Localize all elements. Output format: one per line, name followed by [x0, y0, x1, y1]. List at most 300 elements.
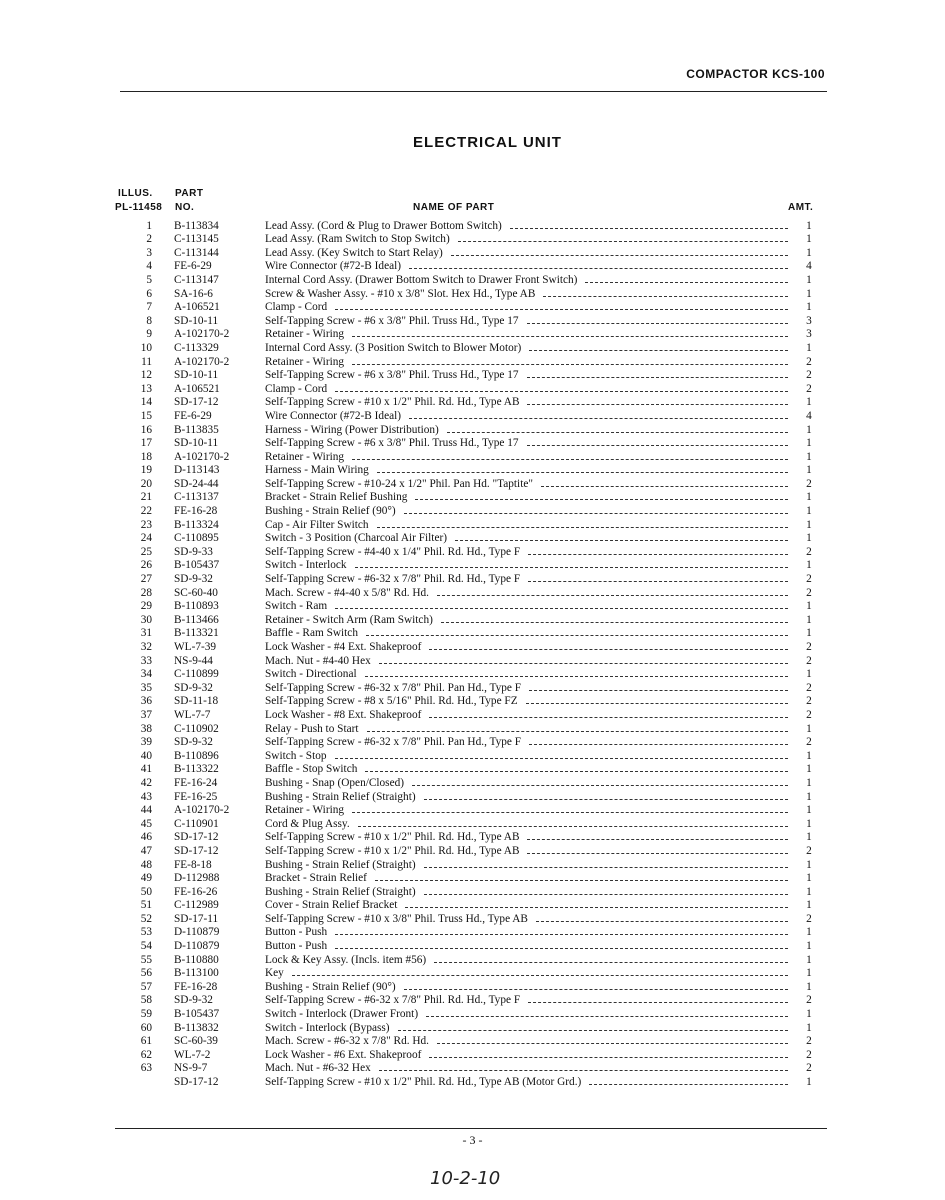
illus-number: 22	[140, 505, 152, 518]
leader-dashes	[352, 364, 788, 365]
leader-dashes	[429, 649, 788, 650]
document-title: COMPACTOR KCS-100	[686, 67, 825, 81]
table-row	[110, 980, 820, 994]
handwritten-note: 10-2-10	[430, 1168, 501, 1189]
amount: 2	[806, 1035, 812, 1048]
illus-number: 7	[146, 301, 152, 314]
illus-number: 5	[146, 273, 152, 286]
table-row	[110, 939, 820, 953]
part-name: Baffle - Ram Switch	[265, 627, 358, 640]
leader-dashes	[355, 567, 788, 568]
part-name: Switch - Stop	[265, 749, 327, 762]
table-row	[110, 491, 820, 505]
leader-dashes	[352, 459, 788, 460]
illus-number: 58	[140, 994, 152, 1007]
leader-dashes	[358, 826, 788, 827]
part-name: Key	[265, 967, 284, 980]
table-row	[110, 831, 820, 845]
part-number: A-102170-2	[174, 804, 230, 817]
table-row	[110, 464, 820, 478]
leader-dashes	[352, 336, 788, 337]
illus-number: 12	[140, 369, 152, 382]
leader-dashes	[451, 255, 788, 256]
part-number: SD-11-18	[174, 695, 219, 708]
amount: 1	[806, 899, 812, 912]
part-name: Wire Connector (#72-B Ideal)	[265, 409, 401, 422]
amount: 2	[806, 844, 812, 857]
amount: 2	[806, 369, 812, 382]
part-name: Lock Washer - #4 Ext. Shakeproof	[265, 641, 422, 653]
part-number: SD-24-44	[174, 477, 219, 490]
amount: 2	[806, 477, 812, 490]
amount: 2	[806, 695, 812, 708]
part-number: A-106521	[174, 382, 220, 395]
part-number: FE-6-29	[174, 409, 212, 422]
amount: 1	[806, 491, 812, 504]
leader-dashes	[527, 323, 788, 324]
part-name: Switch - Interlock	[265, 559, 347, 572]
table-row	[110, 586, 820, 600]
table-row	[110, 477, 820, 491]
table-row	[110, 994, 820, 1008]
table-row	[110, 926, 820, 940]
part-name: Self-Tapping Screw - #6-32 x 7/8" Phil. Pan Hd., Type F	[265, 736, 522, 749]
table-row	[110, 409, 820, 423]
part-name: Switch - 3 Position (Charcoal Air Filter)	[265, 532, 447, 545]
part-number: C-113144	[174, 246, 219, 259]
amount: 1	[806, 790, 812, 803]
illus-number: 42	[140, 776, 152, 789]
part-name: Harness - Main Wiring	[265, 464, 369, 477]
part-name: Self-Tapping Screw - #8 x 5/16" Phil. Rd. Hd., Type FZ	[265, 695, 518, 708]
amount: 1	[806, 776, 812, 789]
table-row	[110, 1035, 820, 1049]
table-row	[110, 763, 820, 777]
col-illus-label-2: PL-11458	[115, 202, 163, 213]
part-name: Relay - Push to Start	[265, 722, 359, 735]
illus-number: 9	[146, 328, 152, 341]
amount: 1	[806, 301, 812, 314]
part-name: Bushing - Strain Relief (90°)	[265, 980, 396, 993]
illus-number: 26	[140, 559, 152, 572]
amount: 1	[806, 464, 812, 477]
part-number: SD-9-32	[174, 681, 213, 694]
amount: 2	[806, 382, 812, 395]
table-row	[110, 736, 820, 750]
illus-number: 38	[140, 722, 152, 735]
table-row	[110, 437, 820, 451]
illus-number: 15	[140, 409, 152, 422]
illus-number: 56	[140, 967, 152, 980]
amount: 2	[806, 355, 812, 368]
illus-number: 51	[140, 899, 152, 912]
part-number: SD-10-11	[174, 369, 219, 382]
leader-dashes	[409, 418, 788, 419]
part-number: B-113322	[174, 763, 219, 776]
leader-dashes	[455, 540, 788, 541]
part-name: Mach. Nut - #6-32 Hex	[265, 1062, 371, 1075]
leader-dashes	[379, 1070, 788, 1071]
leader-dashes	[527, 445, 788, 446]
part-number: SD-9-32	[174, 994, 213, 1007]
part-name: Switch - Interlock (Bypass)	[265, 1021, 390, 1034]
amount: 1	[806, 1008, 812, 1021]
amount: 1	[806, 246, 812, 259]
amount: 4	[806, 409, 812, 422]
part-number: B-113324	[174, 518, 219, 531]
table-row	[110, 382, 820, 396]
part-number: B-113321	[174, 627, 219, 640]
amount: 3	[806, 328, 812, 341]
table-row	[110, 695, 820, 709]
part-number: B-113832	[174, 1021, 219, 1034]
part-name: Bracket - Strain Relief Bushing	[265, 491, 408, 504]
col-illus-label-1: ILLUS.	[118, 188, 153, 199]
leader-dashes	[536, 921, 788, 922]
part-number: SD-17-11	[174, 912, 219, 925]
leader-dashes	[377, 527, 788, 528]
amount: 2	[806, 1048, 812, 1061]
part-number: SD-17-12	[174, 396, 219, 409]
part-name: Retainer - Wiring	[265, 328, 345, 341]
parts-list	[110, 219, 820, 1089]
illus-number: 1	[146, 219, 152, 232]
illus-number: 55	[140, 953, 152, 966]
table-row	[110, 600, 820, 614]
part-name: Lead Assy. (Cord & Plug to Drawer Bottom Switch)	[265, 219, 502, 232]
leader-dashes	[447, 432, 788, 433]
table-row	[110, 301, 820, 315]
illus-number: 16	[140, 423, 152, 436]
illus-number: 37	[140, 708, 152, 721]
part-number: SD-17-12	[174, 1076, 219, 1088]
table-row	[110, 1075, 820, 1089]
part-number: C-113329	[174, 341, 219, 354]
illus-number: 11	[141, 355, 152, 368]
table-row	[110, 967, 820, 981]
leader-dashes	[375, 880, 788, 881]
part-number: B-113466	[174, 613, 219, 626]
leader-dashes	[529, 350, 788, 351]
amount: 1	[806, 1021, 812, 1034]
part-number: C-112989	[174, 899, 219, 912]
part-name: Self-Tapping Screw - #10 x 1/2" Phil. Rd. Hd., Type AB	[265, 396, 520, 409]
leader-dashes	[527, 404, 788, 405]
part-name: Cover - Strain Relief Bracket	[265, 899, 398, 912]
leader-dashes	[424, 799, 788, 800]
leader-dashes	[352, 812, 788, 813]
table-row	[110, 885, 820, 899]
amount: 1	[806, 967, 812, 980]
part-number: D-113143	[174, 464, 220, 477]
part-name: Button - Push	[265, 940, 328, 953]
amount: 2	[806, 736, 812, 749]
table-row	[110, 450, 820, 464]
amount: 2	[806, 681, 812, 694]
leader-dashes	[412, 785, 788, 786]
illus-number: 19	[140, 464, 152, 477]
part-number: FE-6-29	[174, 260, 212, 273]
illus-number: 4	[146, 260, 152, 273]
part-name: Switch - Directional	[265, 668, 357, 681]
amount: 2	[806, 1062, 812, 1075]
part-name: Button - Push	[265, 926, 328, 939]
leader-dashes	[437, 595, 788, 596]
table-row	[110, 369, 820, 383]
amount: 1	[806, 940, 812, 953]
part-number: A-102170-2	[174, 328, 230, 341]
amount: 1	[806, 749, 812, 762]
part-name: Bushing - Strain Relief (Straight)	[265, 885, 416, 898]
leader-dashes	[404, 989, 788, 990]
leader-dashes	[529, 690, 788, 691]
part-name: Switch - Ram	[265, 600, 328, 613]
part-name: Self-Tapping Screw - #6-32 x 7/8" Phil. Pan Hd., Type F	[265, 681, 522, 694]
leader-dashes	[292, 975, 788, 976]
illus-number: 34	[140, 668, 152, 681]
part-number: FE-16-28	[174, 505, 218, 518]
amount: 1	[806, 885, 812, 898]
part-name: Self-Tapping Screw - #6 x 3/8" Phil. Truss Hd., Type 17	[265, 437, 519, 450]
amount: 1	[806, 423, 812, 436]
part-name: Self-Tapping Screw - #10 x 1/2" Phil. Rd. Hd., Type AB	[265, 844, 520, 857]
leader-dashes	[429, 1057, 788, 1058]
illus-number: 40	[140, 749, 152, 762]
part-name: Cord & Plug Assy.	[265, 817, 350, 830]
illus-number: 50	[140, 885, 152, 898]
amount: 1	[806, 763, 812, 776]
illus-number: 14	[140, 396, 152, 409]
illus-number: 41	[140, 763, 152, 776]
amount: 1	[806, 722, 812, 735]
part-number: B-113835	[174, 423, 219, 436]
table-row	[110, 899, 820, 913]
part-name: Cap - Air Filter Switch	[265, 518, 369, 531]
part-number: SD-9-33	[174, 545, 213, 558]
illus-number: 33	[140, 654, 152, 667]
amount: 2	[806, 994, 812, 1007]
amount: 1	[806, 926, 812, 939]
amount: 1	[806, 600, 812, 613]
part-number: FE-16-26	[174, 885, 218, 898]
part-name: Self-Tapping Screw - #10-24 x 1/2" Phil. Pan Hd. "Taptite"	[265, 477, 533, 490]
part-number: B-105437	[174, 559, 220, 572]
leader-dashes	[335, 934, 788, 935]
col-part-label-1: PART	[175, 188, 204, 199]
part-number: C-113137	[174, 491, 219, 504]
leader-dashes	[541, 486, 788, 487]
part-number: B-110880	[174, 953, 219, 966]
amount: 2	[806, 573, 812, 586]
illus-number: 29	[140, 600, 152, 613]
table-row	[110, 341, 820, 355]
part-number: SD-9-32	[174, 573, 213, 586]
illus-number: 59	[140, 1008, 152, 1021]
part-number: SD-10-11	[174, 437, 219, 450]
leader-dashes	[528, 554, 788, 555]
table-row	[110, 219, 820, 233]
amount: 1	[806, 287, 812, 300]
part-number: SD-9-32	[174, 736, 213, 749]
leader-dashes	[424, 867, 788, 868]
part-name: Screw & Washer Assy. - #10 x 3/8" Slot. Hex Hd., Type AB	[265, 287, 536, 300]
leader-dashes	[377, 472, 788, 473]
table-row	[110, 681, 820, 695]
illus-number: 44	[140, 804, 152, 817]
leader-dashes	[424, 894, 788, 895]
leader-dashes	[441, 622, 788, 623]
page-number: - 3 -	[462, 1133, 483, 1147]
table-row	[110, 314, 820, 328]
leader-dashes	[335, 309, 788, 310]
part-number: FE-16-25	[174, 790, 218, 803]
table-row	[110, 1021, 820, 1035]
part-name: Lead Assy. (Ram Switch to Stop Switch)	[265, 233, 450, 246]
table-row	[110, 953, 820, 967]
table-row	[110, 627, 820, 641]
part-number: SC-60-39	[174, 1035, 218, 1048]
table-row	[110, 396, 820, 410]
leader-dashes	[335, 608, 788, 609]
illus-number: 28	[140, 586, 152, 599]
part-name: Retainer - Wiring	[265, 804, 345, 817]
part-name: Bushing - Snap (Open/Closed)	[265, 776, 405, 789]
amount: 1	[806, 437, 812, 450]
leader-dashes	[528, 581, 788, 582]
col-part-label-2: NO.	[175, 202, 195, 213]
part-name: Lock & Key Assy. (Incls. item #56)	[265, 953, 427, 966]
part-name: Self-Tapping Screw - #6 x 3/8" Phil. Truss Hd., Type 17	[265, 314, 519, 327]
table-row	[110, 640, 820, 654]
leader-dashes	[365, 676, 788, 677]
table-row	[110, 654, 820, 668]
part-number: FE-16-24	[174, 776, 218, 789]
leader-dashes	[543, 296, 788, 297]
illus-number: 18	[140, 450, 152, 463]
leader-dashes	[366, 635, 788, 636]
amount: 1	[806, 831, 812, 844]
illus-number: 48	[140, 858, 152, 871]
illus-number: 21	[140, 491, 152, 504]
part-name: Mach. Screw - #4-40 x 5/8" Rd. Hd.	[265, 586, 429, 599]
part-number: D-110879	[174, 940, 220, 953]
part-name: Clamp - Cord	[265, 301, 328, 314]
leader-dashes	[458, 241, 788, 242]
table-row	[110, 233, 820, 247]
leader-dashes	[510, 228, 788, 229]
part-number: B-113100	[174, 967, 219, 980]
table-row	[110, 872, 820, 886]
illus-number: 52	[140, 912, 152, 925]
part-name: Self-Tapping Screw - #6-32 x 7/8" Phil. Rd. Hd., Type F	[265, 573, 521, 586]
illus-number: 2	[146, 233, 152, 246]
part-name: Internal Cord Assy. (Drawer Bottom Switch to Drawer Front Switch)	[265, 273, 578, 286]
part-name: Bushing - Strain Relief (Straight)	[265, 858, 416, 871]
illus-number: 6	[146, 287, 152, 300]
part-number: WL-7-2	[174, 1048, 211, 1061]
table-row	[110, 804, 820, 818]
part-name: Internal Cord Assy. (3 Position Switch to Blower Motor)	[265, 341, 522, 354]
part-name: Bushing - Strain Relief (90°)	[265, 505, 396, 518]
table-row	[110, 817, 820, 831]
amount: 2	[806, 641, 812, 653]
leader-dashes	[379, 663, 788, 664]
illus-number: 61	[140, 1035, 152, 1048]
part-number: NS-9-44	[174, 654, 213, 667]
amount: 1	[806, 505, 812, 518]
part-number: C-110895	[174, 532, 219, 545]
leader-dashes	[335, 948, 788, 949]
part-name: Bracket - Strain Relief	[265, 872, 367, 885]
illus-number: 10	[140, 341, 152, 354]
illus-number: 53	[140, 926, 152, 939]
part-name: Lead Assy. (Key Switch to Start Relay)	[265, 246, 443, 259]
part-number: B-113834	[174, 219, 219, 232]
table-row	[110, 749, 820, 763]
part-name: Mach. Nut - #4-40 Hex	[265, 654, 371, 667]
leader-dashes	[367, 731, 788, 732]
leader-dashes	[429, 717, 788, 718]
table-row	[110, 532, 820, 546]
amount: 2	[806, 708, 812, 721]
table-row	[110, 668, 820, 682]
table-row	[110, 559, 820, 573]
part-name: Self-Tapping Screw - #10 x 3/8" Phil. Truss Hd., Type AB	[265, 912, 528, 925]
amount: 1	[806, 872, 812, 885]
amount: 1	[806, 532, 812, 545]
part-name: Baffle - Stop Switch	[265, 763, 358, 776]
table-row	[110, 1007, 820, 1021]
table-row	[110, 790, 820, 804]
part-number: SA-16-6	[174, 287, 213, 300]
table-row	[110, 273, 820, 287]
part-number: FE-16-28	[174, 980, 218, 993]
section-title: ELECTRICAL UNIT	[413, 134, 562, 151]
part-name: Self-Tapping Screw - #6-32 x 7/8" Phil. Rd. Hd., Type F	[265, 994, 521, 1007]
amount: 1	[806, 953, 812, 966]
part-name: Bushing - Strain Relief (Straight)	[265, 790, 416, 803]
part-number: B-110893	[174, 600, 219, 613]
leader-dashes	[529, 744, 788, 745]
amount: 1	[806, 450, 812, 463]
leader-dashes	[404, 513, 788, 514]
part-name: Lock Washer - #8 Ext. Shakeproof	[265, 708, 422, 721]
table-row	[110, 708, 820, 722]
table-row	[110, 328, 820, 342]
part-name: Clamp - Cord	[265, 382, 328, 395]
part-number: B-110896	[174, 749, 219, 762]
leader-dashes	[589, 1084, 788, 1085]
table-row	[110, 1048, 820, 1062]
part-name: Self-Tapping Screw - #10 x 1/2" Phil. Rd. Hd., Type AB (Motor Grd.)	[265, 1076, 582, 1088]
table-row	[110, 355, 820, 369]
part-number: C-110902	[174, 722, 219, 735]
amount: 1	[806, 559, 812, 572]
illus-number: 62	[140, 1048, 152, 1061]
part-number: WL-7-39	[174, 641, 217, 653]
part-number: C-110899	[174, 668, 219, 681]
part-number: SD-17-12	[174, 844, 219, 857]
amount: 1	[806, 518, 812, 531]
table-row	[110, 504, 820, 518]
footer-rule	[115, 1128, 827, 1129]
part-name: Wire Connector (#72-B Ideal)	[265, 260, 401, 273]
part-name: Switch - Interlock (Drawer Front)	[265, 1008, 419, 1021]
amount: 1	[806, 980, 812, 993]
part-number: SD-17-12	[174, 831, 219, 844]
leader-dashes	[526, 703, 788, 704]
amount: 4	[806, 260, 812, 273]
